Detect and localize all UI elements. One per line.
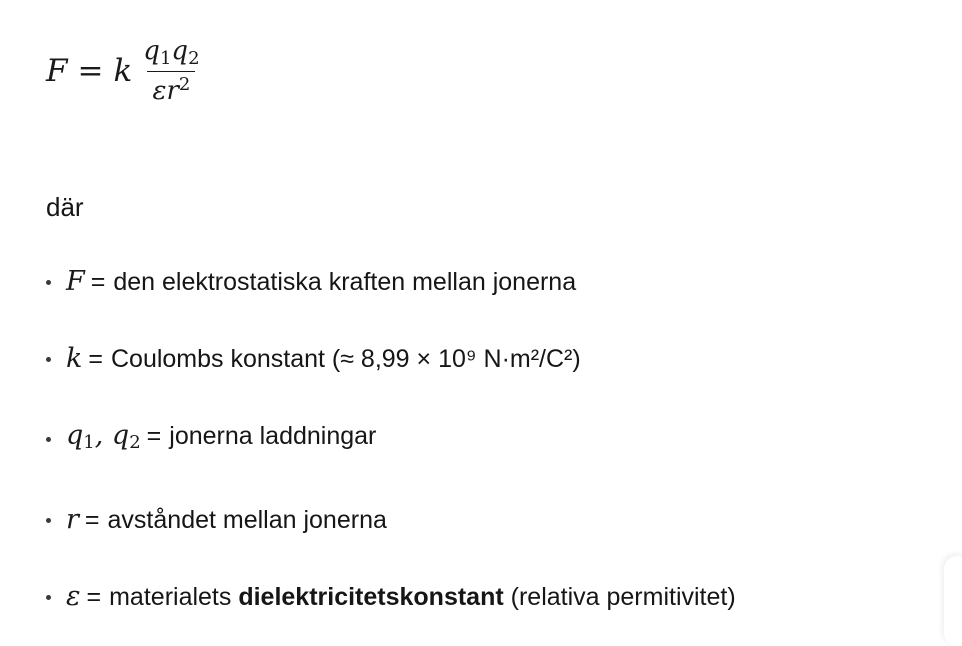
list-item-k [46, 345, 962, 373]
symbol-F: F [66, 266, 85, 297]
numerator-sub1: 1 [159, 48, 172, 69]
symbol-q1q2 [66, 422, 141, 457]
equals-sign: = [86, 583, 102, 611]
equals-sign: = [84, 506, 100, 534]
bullet-dot [46, 518, 51, 523]
denominator-epsilon: ε [152, 76, 167, 106]
denominator-r: r [166, 76, 179, 106]
coulomb-formula [46, 36, 962, 106]
symbol-q2: q [111, 420, 130, 451]
numerator-q2: q [171, 36, 189, 66]
list-item-q [46, 422, 962, 457]
equals-sign: = [88, 345, 103, 373]
symbol-comma: , [94, 420, 112, 451]
equals-sign: = [146, 422, 162, 450]
formula-numerator [138, 38, 204, 71]
bullet-dot [46, 437, 51, 442]
symbol-q1: q [66, 420, 84, 451]
definition-text-post: (relativa permitivitet) [503, 583, 736, 611]
definition-text-bold: dielektricitetskonstant [238, 583, 504, 611]
list-item-F [46, 268, 962, 296]
denominator-exponent: 2 [178, 74, 191, 95]
bullet-dot [46, 280, 51, 285]
list-item-r [46, 506, 962, 534]
numerator-sub2: 2 [188, 48, 200, 69]
definition-text: avståndet mellan jonerna [107, 506, 387, 534]
bullet-dot [46, 357, 51, 362]
symbol-k: k [66, 343, 83, 374]
bullet-dot [46, 595, 51, 600]
definition-text: jonerna laddningar [169, 422, 377, 450]
symbol-epsilon: ε [66, 581, 81, 612]
definition-text: Coulombs konstant (≈ 8,99 × 10⁹ N·m²/C²) [110, 345, 581, 373]
definition-list [46, 268, 962, 611]
formula-denominator [147, 71, 195, 104]
formula-fraction [138, 38, 204, 104]
scroll-edge-shade [944, 556, 962, 646]
definition-text: den elektrostatiska kraften mellan jonerna [113, 268, 577, 296]
definition-text [109, 583, 736, 611]
intro-word: där [46, 192, 84, 222]
equals-sign: = [90, 268, 106, 296]
symbol-sub1: 1 [83, 432, 95, 453]
numerator-q1: q [143, 36, 160, 66]
symbol-sub2: 2 [129, 432, 141, 453]
definition-text-pre: materialets [109, 583, 239, 611]
list-item-epsilon [46, 583, 962, 611]
formula-equals: = [77, 53, 104, 89]
formula-F: F [46, 53, 68, 89]
symbol-r: r [66, 504, 79, 535]
formula-k: k [113, 53, 133, 89]
